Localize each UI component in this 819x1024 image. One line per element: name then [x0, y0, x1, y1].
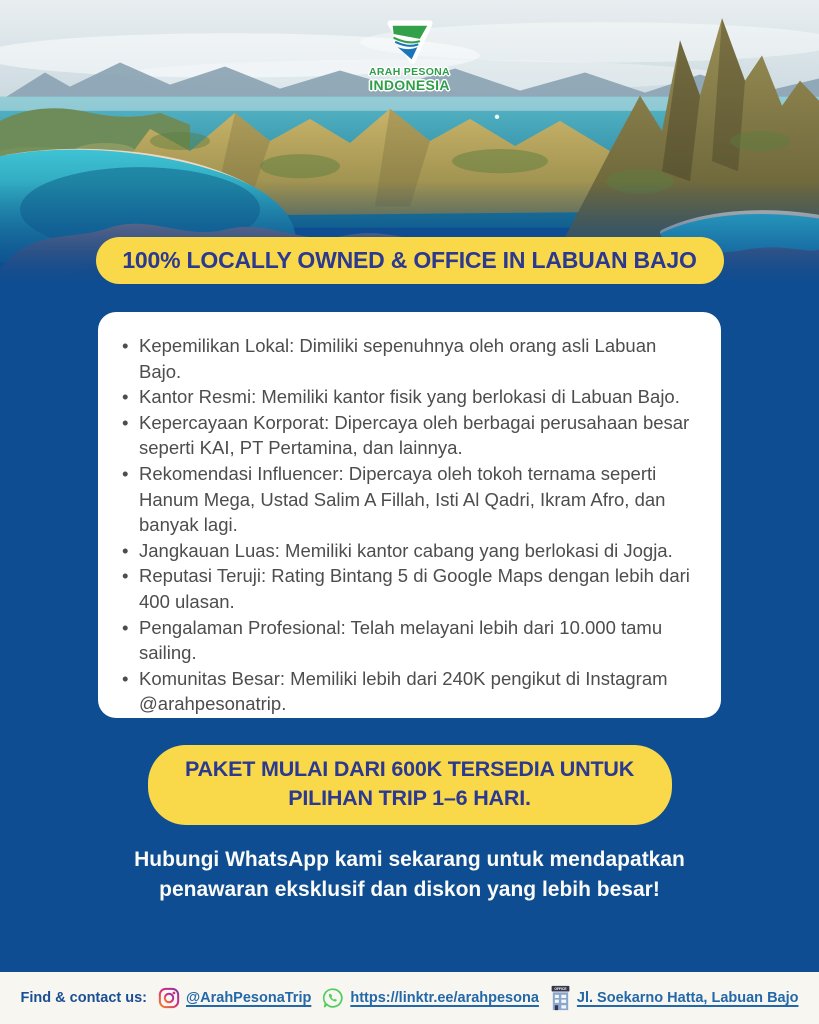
offer-line1: PAKET MULAI DARI 600K TERSEDIA UNTUK [184, 757, 635, 781]
benefit-item: • Komunitas Besar: Memiliki lebih dari 240K pengikut di Instagram @arahpesonatrip. [122, 666, 703, 717]
benefit-item: • Kepemilikan Lokal: Dimiliki sepenuhnya oleh orang asli Labuan Bajo. [122, 333, 703, 384]
benefit-item: • Jangkauan Luas: Memiliki kantor cabang yang berlokasi di Jogja. [122, 538, 703, 564]
logo-text-line1: ARAH PESONA [369, 66, 450, 78]
cta-line2: penawaran eksklusif dan diskon yang lebih besar! [159, 878, 660, 901]
whatsapp-cta-text [0, 845, 819, 905]
headline-banner [96, 237, 724, 284]
footer-contact-bar [0, 972, 819, 1024]
benefit-item: • Rekomendasi Influencer: Dipercaya oleh tokoh ternama seperti Hanum Mega, Ustad Salim A Fillah, Isti Al Qadri, Ikram Afro, dan banyak lagi. [122, 461, 703, 538]
cta-line1: Hubungi WhatsApp kami sekarang untuk mendapatkan [134, 848, 685, 871]
brand-logo [340, 20, 480, 93]
whatsapp-icon [322, 987, 344, 1009]
whatsapp-link[interactable] [322, 987, 539, 1009]
benefit-item: • Kantor Resmi: Memiliki kantor fisik yang berlokasi di Labuan Bajo. [122, 384, 703, 410]
offer-line2: PILIHAN TRIP 1–6 HARI. [288, 786, 531, 810]
benefits-card [98, 312, 721, 718]
office-building-icon [550, 985, 571, 1011]
office-address-link[interactable] [550, 985, 799, 1011]
footer-label: Find & contact us: [20, 990, 147, 1006]
svg-text:OFFICE: OFFICE [554, 987, 567, 992]
instagram-link[interactable] [158, 987, 311, 1009]
office-address: Jl. Soekarno Hatta, Labuan Bajo [576, 990, 799, 1006]
benefit-item: • Kepercayaan Korporat: Dipercaya oleh berbagai perusahaan besar seperti KAI, PT Pertamina, dan lainnya. [122, 410, 703, 461]
benefits-list [122, 333, 703, 717]
instagram-handle: @ArahPesonaTrip [186, 990, 312, 1006]
benefit-item: • Reputasi Teruji: Rating Bintang 5 di Google Maps dengan lebih dari 400 ulasan. [122, 563, 703, 614]
logo-triangle-icon [383, 20, 437, 66]
offer-pill [148, 745, 672, 825]
instagram-icon [158, 987, 180, 1009]
headline-text: 100% LOCALLY OWNED & OFFICE IN LABUAN BAJO [122, 247, 697, 273]
benefit-item: • Pengalaman Profesional: Telah melayani lebih dari 10.000 tamu sailing. [122, 615, 703, 666]
logo-text-line2: INDONESIA [369, 77, 450, 94]
whatsapp-url: https://linktr.ee/arahpesona [350, 990, 539, 1006]
